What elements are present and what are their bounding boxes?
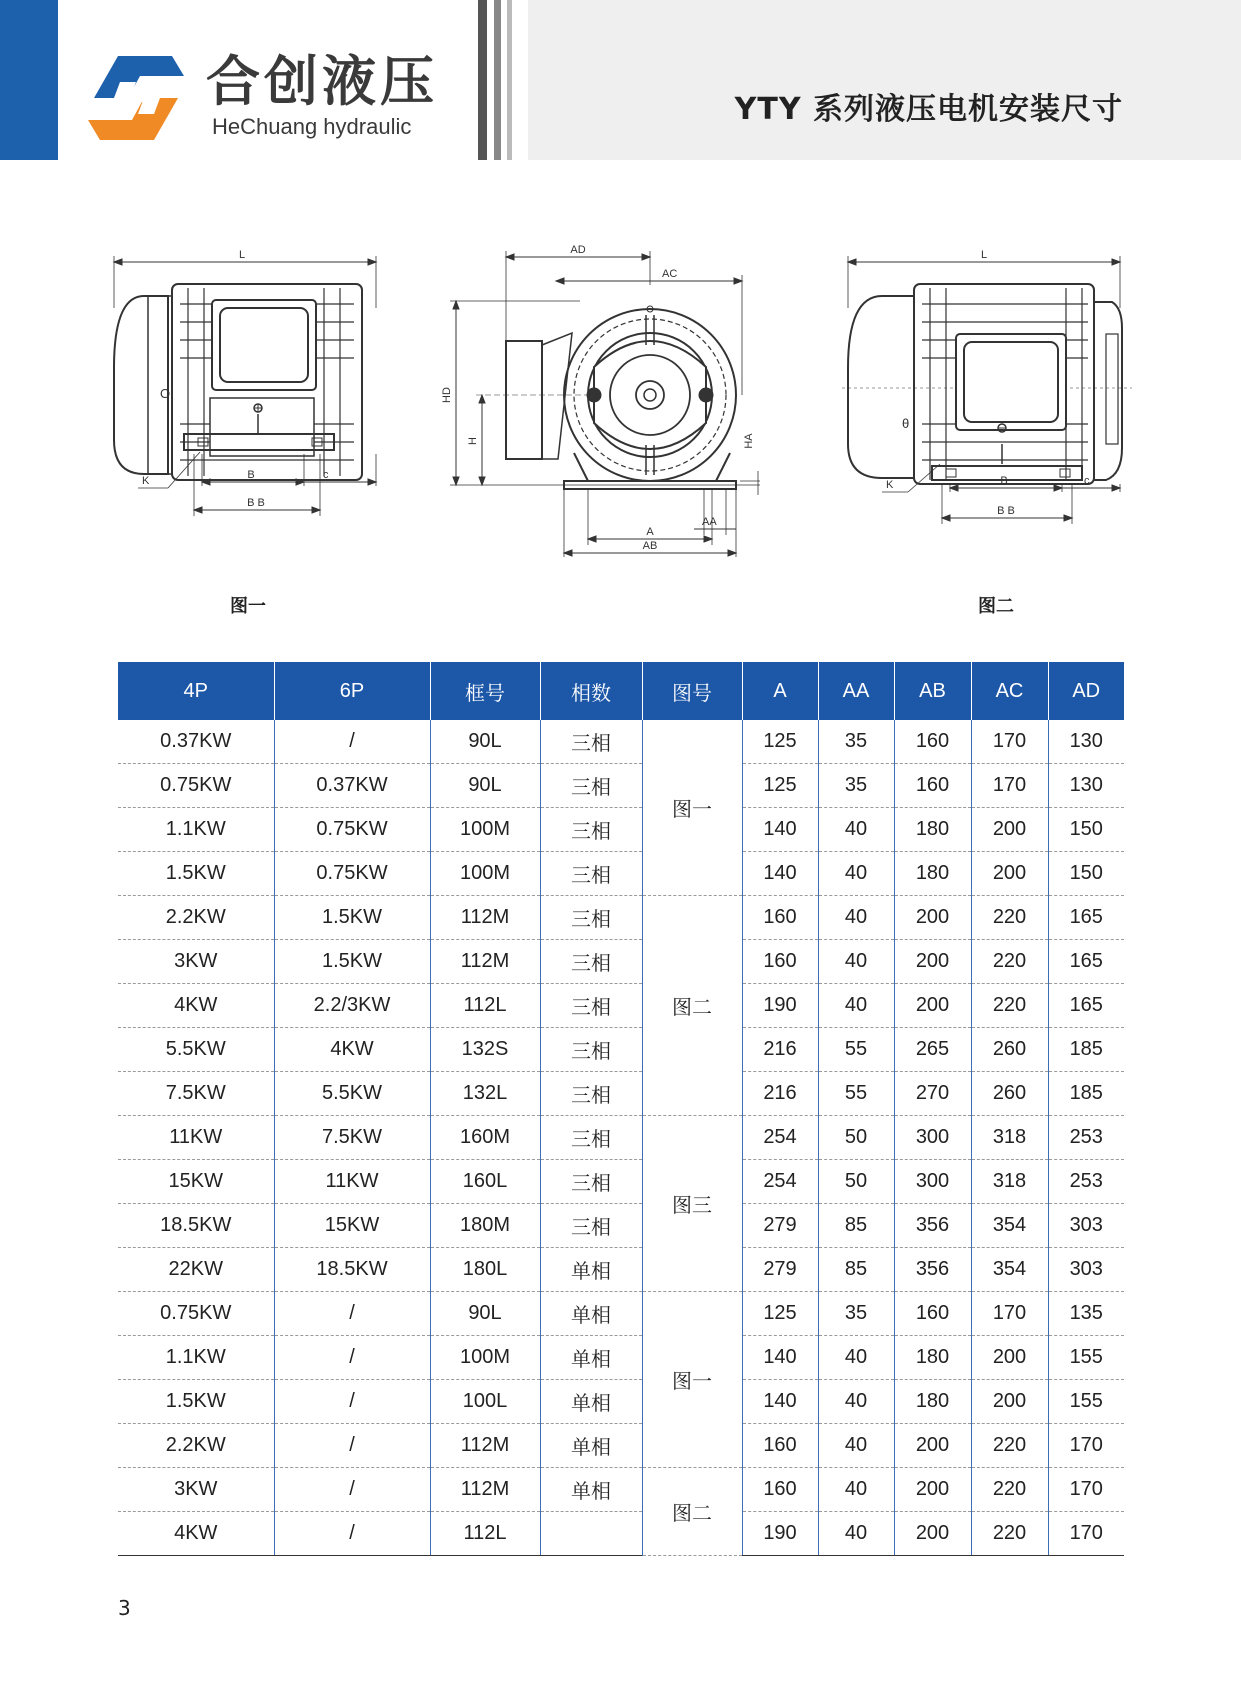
table-cell: 40 [818, 1336, 894, 1380]
table-cell [540, 1512, 642, 1556]
table-row [118, 1028, 1124, 1072]
column-header: AB [894, 662, 971, 720]
table-cell: 253 [1048, 1160, 1124, 1204]
table-cell: 220 [971, 940, 1048, 984]
table-cell: / [274, 1336, 430, 1380]
table-cell: / [274, 1380, 430, 1424]
table-cell: 单相 [540, 1336, 642, 1380]
table-cell: 180 [894, 1380, 971, 1424]
dim-label-ha: HA [743, 433, 755, 449]
table-cell: 150 [1048, 852, 1124, 896]
dim-label-bb: B B [247, 497, 265, 509]
dim-label-bb: B B [997, 505, 1015, 517]
table-cell: 170 [971, 1292, 1048, 1336]
table-cell: 180L [430, 1248, 540, 1292]
table-cell: 0.75KW [274, 808, 430, 852]
table-cell: 318 [971, 1160, 1048, 1204]
table-cell: 125 [742, 720, 818, 764]
table-row [118, 1380, 1124, 1424]
table-cell: 100M [430, 1336, 540, 1380]
dim-label-c: c [1084, 475, 1090, 487]
header-divider-bar [507, 0, 512, 160]
table-cell: 185 [1048, 1028, 1124, 1072]
table-header-row [118, 662, 1124, 720]
table-cell: 85 [818, 1204, 894, 1248]
table-cell: 216 [742, 1072, 818, 1116]
table-cell: 200 [971, 852, 1048, 896]
figure-ref-cell: 图三 [642, 1116, 742, 1292]
table-cell: 50 [818, 1160, 894, 1204]
table-cell: 254 [742, 1160, 818, 1204]
table-cell: 单相 [540, 1424, 642, 1468]
table-cell: 三相 [540, 940, 642, 984]
page-header [0, 0, 1241, 160]
table-cell: 三相 [540, 720, 642, 764]
table-cell: 5.5KW [118, 1028, 274, 1072]
table-cell: 190 [742, 984, 818, 1028]
table-cell: 300 [894, 1116, 971, 1160]
table-cell: 200 [971, 808, 1048, 852]
table-cell: 112M [430, 1424, 540, 1468]
table-row [118, 1292, 1124, 1336]
table-cell: 160 [742, 896, 818, 940]
dim-label-b: B [1000, 475, 1008, 487]
page-title: YTY 系列液压电机安装尺寸 [734, 92, 1123, 127]
table-cell: 260 [971, 1028, 1048, 1072]
dim-label-o: O [160, 386, 171, 401]
table-cell: 0.75KW [274, 852, 430, 896]
dim-label-a: A [646, 526, 654, 538]
table-cell: 160 [742, 1468, 818, 1512]
figure-ref-cell: 图二 [642, 896, 742, 1116]
table-cell: 35 [818, 764, 894, 808]
table-cell: 170 [1048, 1512, 1124, 1556]
table-cell: 140 [742, 852, 818, 896]
table-cell: 三相 [540, 852, 642, 896]
table-row [118, 808, 1124, 852]
table-cell: 112M [430, 940, 540, 984]
figure-1-caption: 图一 [230, 596, 266, 617]
column-header: AC [971, 662, 1048, 720]
table-cell: 三相 [540, 764, 642, 808]
table-row [118, 940, 1124, 984]
table-cell: 200 [894, 1424, 971, 1468]
table-cell: 132S [430, 1028, 540, 1072]
table-cell: 132L [430, 1072, 540, 1116]
table-row [118, 1248, 1124, 1292]
table-cell: 279 [742, 1204, 818, 1248]
dim-label-ad: AD [570, 245, 586, 256]
table-cell: 356 [894, 1248, 971, 1292]
column-header: AA [818, 662, 894, 720]
table-cell: 35 [818, 1292, 894, 1336]
table-cell: 15KW [274, 1204, 430, 1248]
table-cell: 40 [818, 852, 894, 896]
table-row [118, 852, 1124, 896]
table-cell: / [274, 1468, 430, 1512]
table-cell: 112L [430, 1512, 540, 1556]
table-cell: 40 [818, 984, 894, 1028]
table-cell: 200 [971, 1336, 1048, 1380]
table-cell: 160 [742, 1424, 818, 1468]
table-cell: 253 [1048, 1116, 1124, 1160]
table-cell: 220 [971, 896, 1048, 940]
column-header: 4P [118, 662, 274, 720]
table-cell: 40 [818, 1512, 894, 1556]
figure-ref-cell: 图一 [642, 1292, 742, 1468]
table-cell: 200 [894, 896, 971, 940]
page-number: 3 [118, 1596, 131, 1620]
table-cell: 4KW [118, 1512, 274, 1556]
table-cell: 1.5KW [274, 940, 430, 984]
dim-label-l: L [980, 249, 988, 261]
table-cell: 三相 [540, 808, 642, 852]
dim-label-hd: HD [441, 387, 453, 403]
table-cell: 185 [1048, 1072, 1124, 1116]
table-cell: 35 [818, 720, 894, 764]
dim-label-k: K [142, 475, 150, 487]
table-cell: 300 [894, 1160, 971, 1204]
table-cell: 7.5KW [118, 1072, 274, 1116]
table-cell: 5.5KW [274, 1072, 430, 1116]
table-cell: 三相 [540, 896, 642, 940]
brand-name-en: HeChuang hydraulic [212, 114, 412, 139]
table-cell: 150 [1048, 808, 1124, 852]
table-cell: 55 [818, 1028, 894, 1072]
header-divider-bar [494, 0, 501, 160]
table-cell: 160 [742, 940, 818, 984]
table-cell: 40 [818, 1424, 894, 1468]
drawing-front-view [440, 245, 760, 560]
dim-label-aa: AA [702, 516, 717, 528]
table-cell: 单相 [540, 1292, 642, 1336]
dim-label-l: L [238, 249, 246, 261]
table-cell: 254 [742, 1116, 818, 1160]
table-cell: 180 [894, 1336, 971, 1380]
table-cell: 200 [971, 1380, 1048, 1424]
table-cell: 160 [894, 1292, 971, 1336]
table-cell: 279 [742, 1248, 818, 1292]
table-cell: 220 [971, 1512, 1048, 1556]
table-cell: 三相 [540, 1204, 642, 1248]
table-cell: 三相 [540, 1160, 642, 1204]
table-cell: 165 [1048, 940, 1124, 984]
table-cell: 265 [894, 1028, 971, 1072]
table-cell: 18.5KW [274, 1248, 430, 1292]
table-cell: 40 [818, 808, 894, 852]
table-cell: 200 [894, 984, 971, 1028]
table-cell: 40 [818, 1468, 894, 1512]
column-header: A [742, 662, 818, 720]
table-cell: 85 [818, 1248, 894, 1292]
table-cell: 2.2/3KW [274, 984, 430, 1028]
table-row [118, 984, 1124, 1028]
column-header: 6P [274, 662, 430, 720]
table-cell: 155 [1048, 1336, 1124, 1380]
figure-ref-cell: 图一 [642, 720, 742, 896]
table-cell: / [274, 1512, 430, 1556]
header-divider-bar [478, 0, 487, 160]
table-row [118, 1424, 1124, 1468]
table-row [118, 1512, 1124, 1556]
table-cell: 270 [894, 1072, 971, 1116]
table-cell: / [274, 1424, 430, 1468]
table-cell: 11KW [274, 1160, 430, 1204]
table-cell: 0.37KW [118, 720, 274, 764]
table-cell: 1.5KW [274, 896, 430, 940]
table-cell: 220 [971, 1468, 1048, 1512]
table-cell: 216 [742, 1028, 818, 1072]
table-cell: 180 [894, 852, 971, 896]
table-cell: 354 [971, 1248, 1048, 1292]
header-title-band [528, 0, 1241, 160]
table-cell: / [274, 1292, 430, 1336]
table-cell: 356 [894, 1204, 971, 1248]
column-header: 相数 [540, 662, 642, 720]
table-row [118, 1072, 1124, 1116]
table-cell: 4KW [118, 984, 274, 1028]
table-cell: 0.75KW [118, 1292, 274, 1336]
figure-ref-cell: 图二 [642, 1468, 742, 1556]
table-cell: 200 [894, 1512, 971, 1556]
table-cell: 50 [818, 1116, 894, 1160]
column-header: 框号 [430, 662, 540, 720]
table-body [118, 720, 1124, 1556]
motor-dimension-table [118, 662, 1124, 1556]
table-cell: 140 [742, 1380, 818, 1424]
table-cell: 18.5KW [118, 1204, 274, 1248]
table-cell: 三相 [540, 1072, 642, 1116]
table-cell: 三相 [540, 1116, 642, 1160]
table-cell: 125 [742, 764, 818, 808]
dim-label-ac: AC [662, 268, 678, 280]
table-cell: 3KW [118, 940, 274, 984]
table-cell: 220 [971, 1424, 1048, 1468]
table-cell: 7.5KW [274, 1116, 430, 1160]
table-cell: 100L [430, 1380, 540, 1424]
column-header: 图号 [642, 662, 742, 720]
table-cell: 180 [894, 808, 971, 852]
table-cell: 165 [1048, 896, 1124, 940]
column-header: AD [1048, 662, 1124, 720]
drawing-figure-2 [842, 248, 1132, 563]
dim-label-ab: AB [642, 540, 658, 552]
table-row [118, 764, 1124, 808]
table-cell: 单相 [540, 1380, 642, 1424]
table-cell: 303 [1048, 1248, 1124, 1292]
table-cell: 90L [430, 764, 540, 808]
dim-label-b: B [247, 469, 255, 481]
table-cell: 200 [894, 940, 971, 984]
table-cell: 22KW [118, 1248, 274, 1292]
table-cell: 1.1KW [118, 808, 274, 852]
table-cell: 125 [742, 1292, 818, 1336]
table-cell: 55 [818, 1072, 894, 1116]
table-cell: 155 [1048, 1380, 1124, 1424]
dim-label-c: c [323, 469, 329, 481]
table-cell: 170 [971, 764, 1048, 808]
table-cell: 4KW [274, 1028, 430, 1072]
table-row [118, 1204, 1124, 1248]
table-cell: 190 [742, 1512, 818, 1556]
table-cell: 130 [1048, 720, 1124, 764]
table-cell: 11KW [118, 1116, 274, 1160]
table-cell: 220 [971, 984, 1048, 1028]
table-cell: 200 [894, 1468, 971, 1512]
table-cell: 2.2KW [118, 1424, 274, 1468]
table-cell: 单相 [540, 1248, 642, 1292]
drawing-figure-1 [108, 248, 388, 558]
dim-label-o: θ [902, 416, 910, 431]
table-cell: 0.37KW [274, 764, 430, 808]
table-cell: 2.2KW [118, 896, 274, 940]
brand-name-cn: 合创液压 [206, 50, 438, 113]
table-cell: 40 [818, 1380, 894, 1424]
table-cell: 100M [430, 808, 540, 852]
table-cell: 三相 [540, 984, 642, 1028]
table-row [118, 1116, 1124, 1160]
table-cell: 160 [894, 764, 971, 808]
table-cell: 303 [1048, 1204, 1124, 1248]
table-cell: 3KW [118, 1468, 274, 1512]
brand-logo-icon [80, 48, 192, 148]
table-row [118, 1468, 1124, 1512]
table-row [118, 1160, 1124, 1204]
table-cell: 40 [818, 896, 894, 940]
table-cell: 140 [742, 808, 818, 852]
table-cell: 1.5KW [118, 852, 274, 896]
table-cell: 135 [1048, 1292, 1124, 1336]
table-cell: 0.75KW [118, 764, 274, 808]
dim-label-k: K [886, 479, 894, 491]
table-cell: 三相 [540, 1028, 642, 1072]
table-cell: 180M [430, 1204, 540, 1248]
table-cell: 40 [818, 940, 894, 984]
table-cell: 170 [971, 720, 1048, 764]
table-cell: / [274, 720, 430, 764]
figure-2-caption: 图二 [978, 596, 1014, 617]
table-cell: 318 [971, 1116, 1048, 1160]
table-cell: 260 [971, 1072, 1048, 1116]
table-cell: 单相 [540, 1468, 642, 1512]
table-cell: 15KW [118, 1160, 274, 1204]
table-cell: 160 [894, 720, 971, 764]
table-cell: 1.5KW [118, 1380, 274, 1424]
table-cell: 160L [430, 1160, 540, 1204]
table-cell: 130 [1048, 764, 1124, 808]
table-cell: 170 [1048, 1424, 1124, 1468]
table-cell: 112L [430, 984, 540, 1028]
table-cell: 100M [430, 852, 540, 896]
table-cell: 1.1KW [118, 1336, 274, 1380]
table-cell: 90L [430, 720, 540, 764]
table-cell: 165 [1048, 984, 1124, 1028]
table-cell: 160M [430, 1116, 540, 1160]
table-row [118, 720, 1124, 764]
table-cell: 354 [971, 1204, 1048, 1248]
table-cell: 170 [1048, 1468, 1124, 1512]
table-cell: 112M [430, 1468, 540, 1512]
header-blue-strip [0, 0, 58, 160]
dim-label-h: H [467, 437, 479, 445]
table-cell: 140 [742, 1336, 818, 1380]
table-cell: 112M [430, 896, 540, 940]
table-row [118, 1336, 1124, 1380]
table-cell: 90L [430, 1292, 540, 1336]
table-row [118, 896, 1124, 940]
